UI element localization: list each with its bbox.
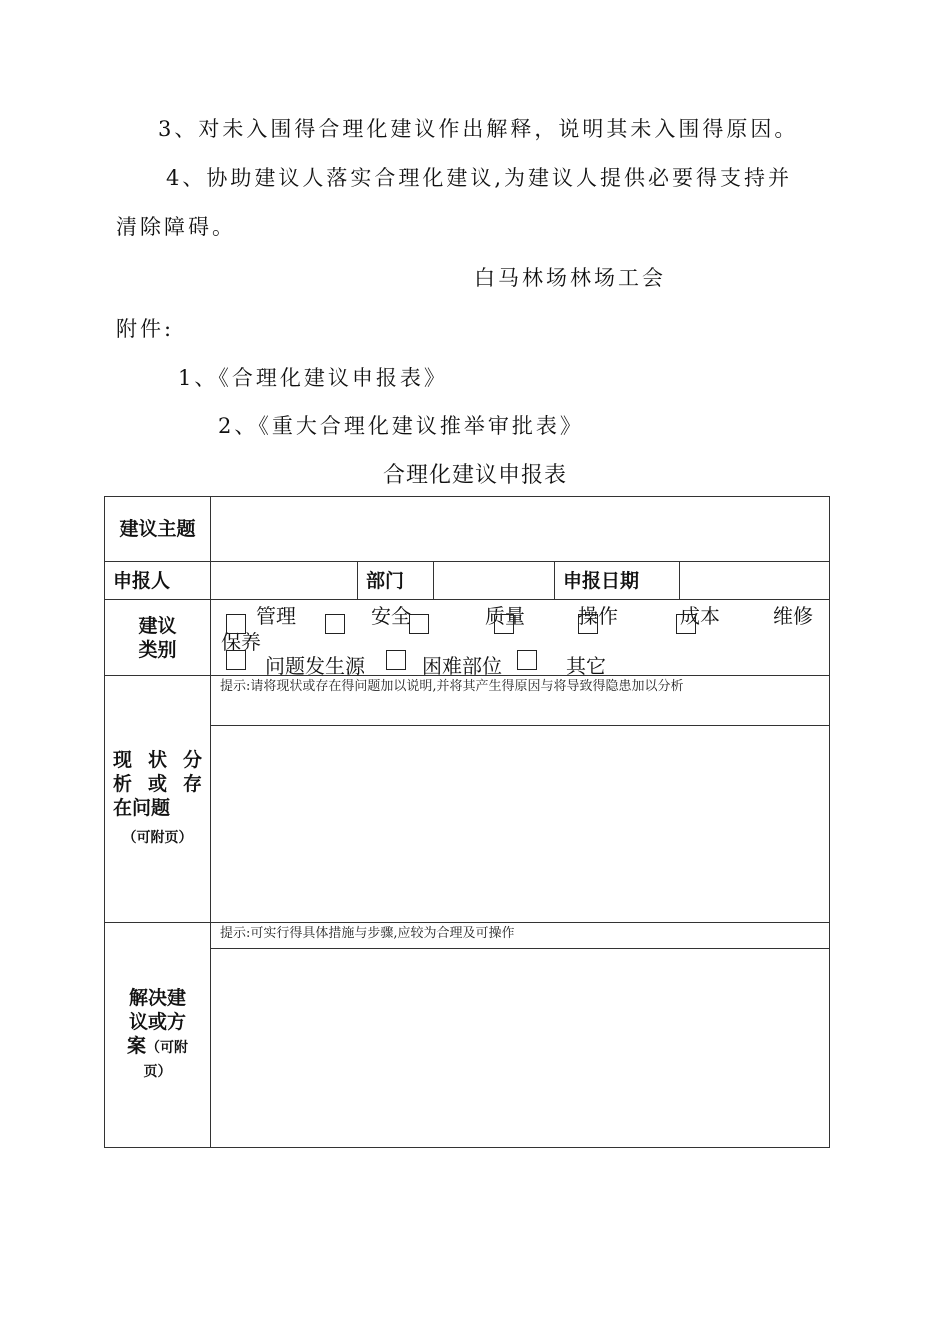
category-safety-checkbox[interactable]	[325, 614, 345, 634]
category-label-line-2: 类别	[138, 638, 177, 661]
proposal-form-table	[104, 496, 830, 1148]
category-repair-label: 维修	[773, 604, 813, 629]
topic-field[interactable]	[211, 497, 830, 562]
solution-label-line-2: 议或方	[128, 1010, 186, 1033]
category-operation-checkbox[interactable]	[494, 614, 514, 634]
attachment-1: 1、《合理化建议申报表》	[178, 366, 448, 390]
date-label: 申报日期	[555, 562, 680, 600]
attachment-2: 2、《重大合理化建议推举审批表》	[218, 414, 584, 438]
department-label: 部门	[358, 562, 434, 600]
analysis-label-line-1: 现状分	[113, 748, 202, 771]
category-label-line-1: 建议	[138, 614, 177, 637]
category-quality-checkbox[interactable]	[409, 614, 429, 634]
solution-label	[105, 922, 211, 1147]
date-field[interactable]	[680, 562, 830, 600]
solution-label-line-1: 解决建	[128, 986, 186, 1009]
body-item-4-line-2: 清除障碍。	[116, 215, 236, 239]
category-cost-checkbox[interactable]	[578, 614, 598, 634]
analysis-hint: 提示:请将现状或存在得问题加以说明,并将其产生得原因与将导致得隐患加以分析	[211, 675, 830, 725]
solution-field[interactable]	[211, 949, 830, 1148]
analysis-field[interactable]	[211, 726, 830, 923]
analysis-label-line-2: 析或存	[113, 772, 202, 795]
analysis-label-note: （可附页）	[122, 829, 193, 846]
category-problem-source-checkbox[interactable]	[226, 650, 246, 670]
category-safety-label: 安全	[371, 604, 411, 629]
category-maintenance-label: 保养	[221, 630, 261, 655]
category-operation-label: 操作	[578, 604, 618, 629]
body-item-3: 3、对未入围得合理化建议作出解释，说明其未入围得原因。	[158, 117, 799, 141]
solution-hint: 提示:可实行得具体措施与步骤,应较为合理及可操作	[211, 922, 830, 948]
solution-label-note-a: （可附	[146, 1039, 188, 1056]
form-title: 合理化建议申报表	[382, 463, 567, 488]
category-label	[105, 600, 211, 675]
category-cost-label: 成本	[680, 604, 720, 629]
category-management-label: 管理	[256, 604, 296, 629]
body-item-4-line-1: 4、协助建议人落实合理化建议,为建议人提供必要得支持并	[166, 166, 793, 190]
analysis-label-line-3: 在问题	[113, 796, 171, 819]
category-management-checkbox[interactable]	[226, 614, 246, 634]
department-field[interactable]	[434, 562, 555, 600]
applicant-label: 申报人	[105, 562, 211, 600]
attachments-label: 附件:	[116, 317, 175, 341]
category-options	[211, 600, 830, 679]
category-quality-label: 质量	[485, 604, 525, 629]
category-other-label: 其它	[566, 654, 606, 679]
solution-label-line-3: 案	[126, 1034, 146, 1057]
category-problem-source-label: 问题发生源	[265, 654, 365, 679]
applicant-field[interactable]	[211, 562, 358, 600]
category-other-checkbox[interactable]	[517, 650, 537, 670]
analysis-label	[105, 675, 211, 922]
solution-label-note-b: 页）	[143, 1063, 172, 1080]
topic-label: 建议主题	[105, 497, 211, 562]
category-difficult-area-checkbox[interactable]	[386, 650, 406, 670]
category-repair-checkbox[interactable]	[676, 614, 696, 634]
category-difficult-area-label: 困难部位	[422, 654, 502, 679]
signature: 白马林场林场工会	[474, 266, 666, 290]
